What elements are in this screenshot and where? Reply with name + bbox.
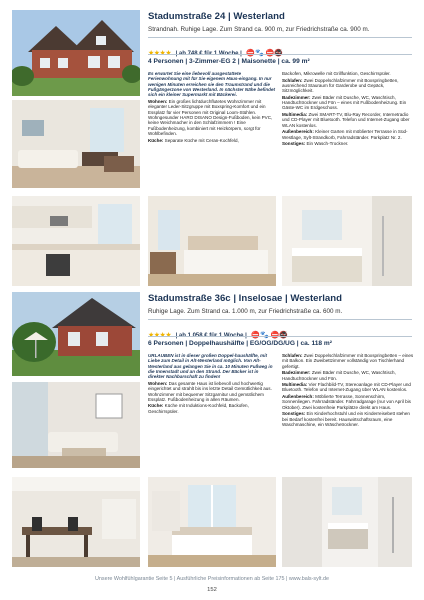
listing-2-aussen: Außenbereich: Möblierte Terrasse, Sonnenschirm, Sonnenliegen. Fahrradständer. Fahrradgarage (nur von April bis Oktober). Zwei kostenfreie Parkplätze direkt am Haus.: [282, 393, 411, 410]
listing-2-kueche: Küche: Küche mit Induktions-Kochfeld, Backofen, Geschirrspüler.: [148, 403, 249, 414]
listing-1-divider: [148, 37, 412, 38]
listing-2-schlafen: Schlafen: Zwei Doppelschlafzimmer mit Boxspringbetten – eines mit Balkon. Ein Zweibettzimmer vollständig von Tischlerhand gefertigt.: [282, 353, 414, 369]
listing-1-kueche-cont: Backofen, Mikrowelle mit Grillfunktion, Geschirrspüler.: [282, 71, 391, 76]
listing-1-schlafen: Schlafen: Zwei Doppelschlafzimmer mit Boxspringbetten, ausreichend Stauraum für Garderobe und Gepäck, Sitzmöglichkeit.: [282, 77, 399, 94]
bathroom-photo-2: [282, 477, 412, 567]
listing-1-intro: Es erwartet Sie eine liebevoll ausgestattete Ferienwohnung mit für Sie eigenem Haus-eingang. In nur wenigen Minuten erreichen sie den Traumstrand und die Fußgängerzone von Westerland. In nächster Nähe befindet sich ein kleiner Supermarkt mit Bäckerei.: [148, 71, 275, 98]
listing-2-divider: [148, 319, 412, 320]
bedroom-photo-2: [148, 477, 276, 567]
listing-2-subtitle: Ruhige Lage. Zum Strand ca. 1.000 m, zur Friedrichstraße ca. 600 m.: [148, 308, 343, 315]
listing-2-wohnen: Wohnen: Das gesamte Haus ist liebevoll und hochwertig eingerichtet und strahlt bis ins letzte Detail Gemütlichkeit aus. Wohnzimmer mit bequemer Sitzgarnitur und gemütlichem Essplatz. Fußbodenheizung in allen Räumen.: [148, 380, 272, 402]
listing-2-intro: URLAUBEN ist in dieser großen Doppel-haushälfte, mit Liebe zum Detail in Alt-Westerland möglich. Von Alt-Westerland aus gelangen Sie in ca. 10 Minuten Fußweg in die Innenstadt und an den Strand. Der Bäcker ist in direkter Nachbarschaft zu finden!: [148, 353, 273, 380]
listing-2-multimedia: Multimedia: Vier Flachbild-TV, Stereoanlage mit CD-Player und Bluetooth. Telefon und Internet-Zugang über WLAN kostenlos.: [282, 382, 411, 393]
listing-2-text-left: [148, 353, 275, 415]
listing-1-bad: Badezimmer: Zwei Bäder mit Dusche, WC, Waschtisch, Handtuchtrockner und Fön – eines mit Fußbodenheizung. Ein Gäste-WC im Erdgeschoss.: [282, 94, 407, 111]
kitchen-photo-1: [12, 196, 140, 286]
listing-1-title: Stadumstraße 24 | Westerland: [148, 11, 285, 22]
listing-2-sonstiges: Sonstiges: Ein Kinderhochstuhl und ein Kinderreisebett stehen bei Bedarf kostenfrei bereit. Hauswirtschaftsraum, eine Waschmaschine, ein Wäschetrockner.: [282, 411, 410, 427]
listing-1-subtitle: Strandnah. Ruhige Lage. Zum Strand ca. 900 m, zur Friedrichstraße ca. 900 m.: [148, 26, 370, 33]
listing-1-multimedia: Multimedia: Zwei SMART-TV, Blu-Ray Recorder, Internetradio und CD-Player mit Bluetooth. Telefon und Internet-Zugang über WLAN kostenlos.: [282, 111, 410, 128]
bathroom-photo-1: [282, 196, 412, 286]
living-room-photo-2: [12, 382, 140, 468]
listing-1-kueche: Küche: Separate Küche mit Ceran-Kochfeld,: [148, 137, 239, 143]
page-number: 152: [207, 587, 217, 593]
listing-2-text-right: [282, 353, 414, 428]
listing-1-text-right: [282, 71, 414, 148]
house-exterior-photo-2: [12, 292, 140, 376]
footer-links: Unsere Wohlfühlgarantie Seite 5 | Ausführliche Preisinformationen ab Seite 175 | www.bals-sylt.de: [94, 576, 330, 582]
listing-2-bad: Badezimmer: Zwei Bäder mit Dusche, WC, Waschtisch, Handtuchtrockner und Fön.: [282, 370, 396, 381]
listing-1-sonstiges: Sonstiges: Ein Wasch-Trockner.: [282, 141, 349, 147]
bedroom-photo-1: [148, 196, 276, 286]
listing-1-divider-2: [148, 54, 412, 55]
listing-2-divider-2: [148, 336, 412, 337]
listing-2-title: Stadumstraße 36c | Inselosae | Westerland: [148, 293, 342, 304]
listing-2-facts: 6 Personen | Doppelhaushälfte | EG/OG/DG/UG | ca. 118 m²: [148, 340, 332, 347]
listing-1-text-left: [148, 71, 275, 144]
living-room-photo-1: [12, 100, 140, 188]
listing-1-facts: 4 Personen | 3-Zimmer-EG 2 | Maisonette | ca. 99 m²: [148, 58, 310, 65]
listing-1-wohnen: Wohnen: Ein großes lichtdurchflutetes Wohnzimmer mit eleganter Leder-Sitzgruppe mit Boxspring-Komfort und ein Essplatz für vier Personen mit Original Loom-Stühlen. Wohngesunder HARO DISANO Design-Fußboden, kein PVC, keine Weichmacher in den Schlafzimmern ! Eine Fußbodenheizung, kombiniert mit Heizkörpern, sorgt für Wohlbefinden.: [148, 98, 273, 136]
listing-1-aussen: Außenbereich: Kleiner Garten mit möblierter Terrasse in Süd-Westlage, Sylt-Strandkorb, Fahrradständer. Parkplatz Nr. 2.: [282, 129, 408, 140]
house-exterior-photo-1: [12, 10, 140, 96]
dining-kitchen-photo-2: [12, 477, 140, 567]
